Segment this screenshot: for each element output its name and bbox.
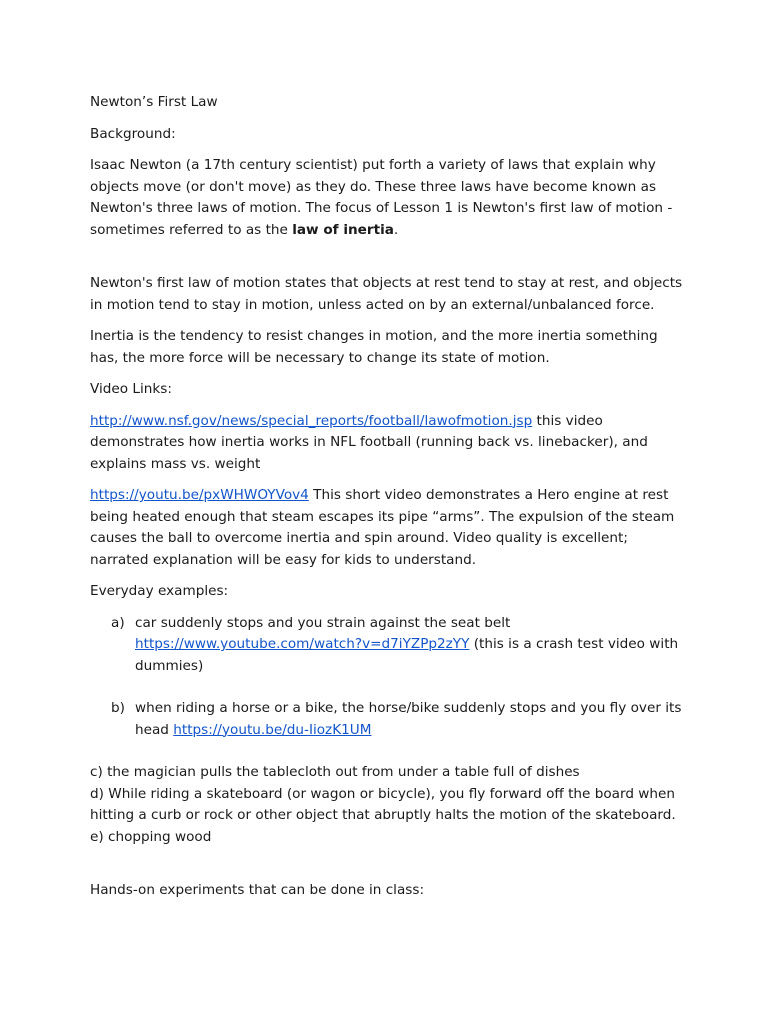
video-link-nsf[interactable]: http://www.nsf.gov/news/special_reports/football/lawofmotion.jsp [90,412,533,429]
list-marker: a) [111,614,125,631]
everyday-examples-heading: Everyday examples: [90,583,229,599]
crash-test-video-link[interactable]: https://www.youtube.com/watch?v=d7iYZPp2zYY [135,636,470,652]
examples-list [90,613,690,742]
list-item [90,613,690,678]
video-entry-2 [90,485,690,571]
intro-paragraph [90,155,690,241]
list-item-after: (this is a crash test video with dummies) [135,636,679,674]
horse-bike-video-link[interactable]: https://youtu.be/du-IiozK1UM [173,721,372,738]
video-link-hero-engine[interactable]: https://youtu.be/pxWHWOYVov4 [90,487,309,503]
video-desc-2: This short video demonstrates a Hero engine at rest being heated enough that steam escapes its pipe “arms”. The expulsion of the steam causes the ball to overcome inertia and spin around. Video quality is excellent; narrated explanation will be easy for kids to understand. [90,487,675,568]
example-c: c) the magician pulls the tablecloth out from under a table full of dishes [90,764,580,780]
list-item-text: car suddenly stops and you strain against the seat belt [135,614,511,631]
first-law-paragraph: Newton's first law of motion states that objects at rest tend to stay at rest, and objects in motion tend to stay in motion, unless acted on by an external/unbalanced force. [90,275,683,313]
hands-on-heading: Hands-on experiments that can be done in class: [90,882,425,898]
document-title: Newton’s First Law [90,94,218,110]
law-of-inertia-term: law of inertia [292,221,394,238]
list-item [90,698,690,741]
list-marker: b) [111,700,125,716]
intro-text-after: . [393,221,399,238]
list-item-text: when riding a horse or a bike, the horse/bike suddenly stops and you fly over its head [135,700,682,738]
video-desc-1: this video demonstrates how inertia works in NFL football (running back vs. linebacker), and explains mass vs. weight [90,412,648,472]
background-heading: Background: [90,125,176,142]
plain-examples [90,762,690,848]
video-links-heading: Video Links: [90,381,172,397]
example-d: d) While riding a skateboard (or wagon or bicycle), you fly forward off the board when hitting a curb or rock or other object that abruptly halts the motion of the skateboard. [90,785,676,823]
document-page [90,92,690,912]
intro-text-before: Isaac Newton (a 17th century scientist) put forth a variety of laws that explain why objects move (or don't move) as they do. These three laws have become known as Newton's three laws of motion. The focus of Lesson 1 is Newton's first law of motion - sometimes referred to as the [90,157,673,238]
video-entry-1 [90,411,690,476]
example-e: e) chopping wood [90,828,212,845]
inertia-paragraph: Inertia is the tendency to resist changes in motion, and the more inertia something has, the more force will be necessary to change its state of motion. [90,328,658,366]
